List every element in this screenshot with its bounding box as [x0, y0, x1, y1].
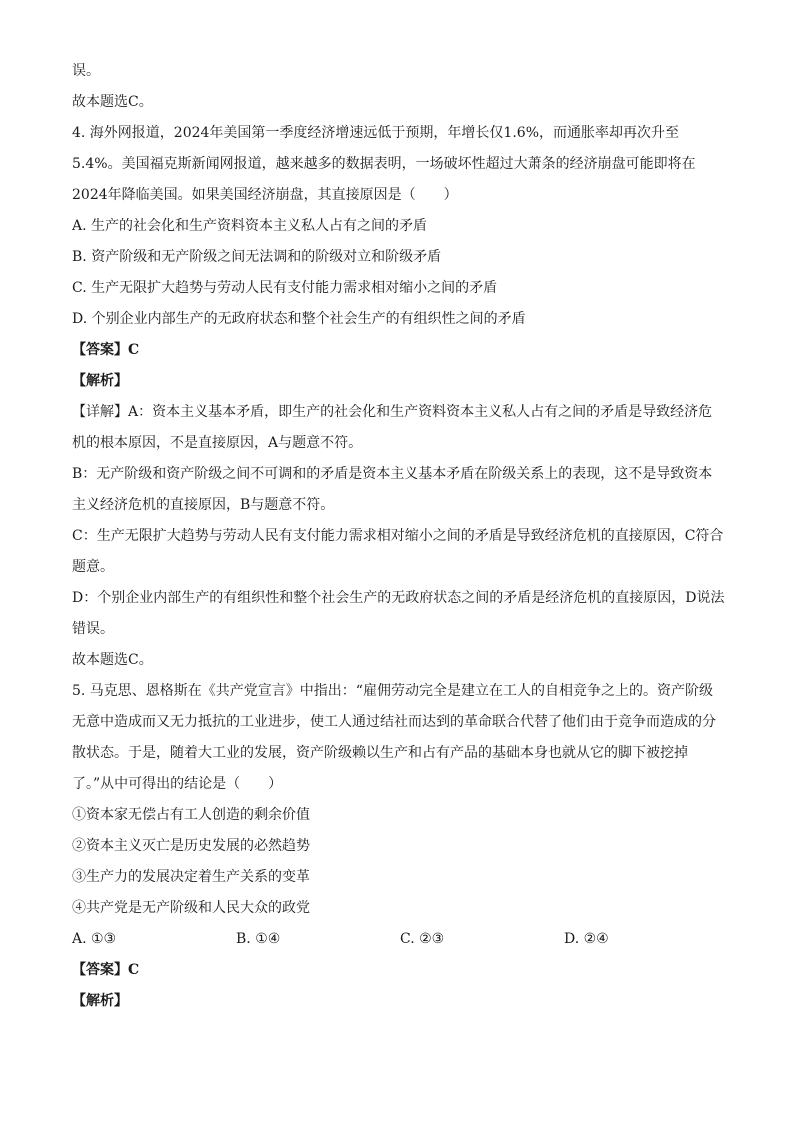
answer-label: 【答案】C: [72, 962, 140, 978]
text-line: 误。: [72, 63, 100, 79]
question-4-stem: 4. 海外网报道，2024年美国第一季度经济增速远低于预期，年增长仅1.6%，而通胀率却再次升至: [72, 125, 680, 141]
option-c: C. 生产无限扩大趋势与劳动人民有支付能力需求相对缩小之间的矛盾: [72, 280, 498, 296]
question-5-stem: 5. 马克思、恩格斯在《共产党宣言》中指出：“雇佣劳动完全是建立在工人的自相竞争之上的。资产阶级: [72, 683, 713, 699]
option-d: D. 个别企业内部生产的无政府状态和整个社会生产的有组织性之间的矛盾: [72, 311, 526, 327]
option-a: A. 生产的社会化和生产资料资本主义私人占有之间的矛盾: [72, 218, 428, 234]
statement-4: ④共产党是无产阶级和人民大众的政党: [72, 900, 310, 916]
text-line: 故本题选C。: [72, 94, 153, 110]
explanation-line: D：个别企业内部生产的有组织性和整个社会生产的无政府状态之间的矛盾是经济危机的直接原因，D说法: [72, 590, 725, 606]
question-4-stem: 2024年降临美国。如果美国经济崩盘，其直接原因是（ ）: [72, 187, 458, 203]
question-5-stem: 无意中造成而又无力抵抗的工业进步，使工人通过结社而达到的革命联合代替了他们由于竞争而造成的分: [72, 714, 716, 730]
statement-3: ③生产力的发展决定着生产关系的变革: [72, 869, 310, 885]
option-b: B. ①④: [236, 931, 281, 947]
statement-2: ②资本主义灭亡是历史发展的必然趋势: [72, 838, 310, 854]
option-a: A. ①③: [72, 931, 117, 947]
document-page: [72, 56, 732, 1017]
explanation-line: B：无产阶级和资产阶级之间不可调和的矛盾是资本主义基本矛盾在阶级关系上的表现，这不是导致资本: [72, 466, 713, 482]
options-row: [72, 924, 732, 955]
explanation-line: 主义经济危机的直接原因，B与题意不符。: [72, 497, 335, 513]
statement-1: ①资本家无偿占有工人创造的剩余价值: [72, 807, 310, 823]
explanation-line: C：生产无限扩大趋势与劳动人民有支付能力需求相对缩小之间的矛盾是导致经济危机的直接原因，C符合: [72, 528, 724, 544]
question-5-stem: 了。”从中可得出的结论是（ ）: [72, 776, 283, 792]
answer-label: 【答案】C: [72, 342, 140, 358]
question-5-stem: 散状态。于是，随着大工业的发展，资产阶级赖以生产和占有产品的基础本身也就从它的脚下被挖掉: [72, 745, 688, 761]
analysis-label: 【解析】: [72, 373, 128, 389]
question-4-stem: 5.4%。美国福克斯新闻网报道，越来越多的数据表明，一场破坏性超过大萧条的经济崩盘可能即将在: [72, 156, 696, 172]
explanation-line: 机的根本原因，不是直接原因，A与题意不符。: [72, 435, 363, 451]
option-d: D. ②④: [564, 931, 609, 947]
analysis-label: 【解析】: [72, 993, 128, 1009]
option-c: C. ②③: [400, 931, 445, 947]
option-b: B. 资产阶级和无产阶级之间无法调和的阶级对立和阶级矛盾: [72, 249, 442, 265]
explanation-line: 错误。: [72, 621, 114, 637]
explanation-line: 【详解】A：资本主义基本矛盾，即生产的社会化和生产资料资本主义私人占有之间的矛盾是导致经济危: [72, 404, 713, 420]
explanation-line: 题意。: [72, 559, 114, 575]
text-line: 故本题选C。: [72, 652, 153, 668]
